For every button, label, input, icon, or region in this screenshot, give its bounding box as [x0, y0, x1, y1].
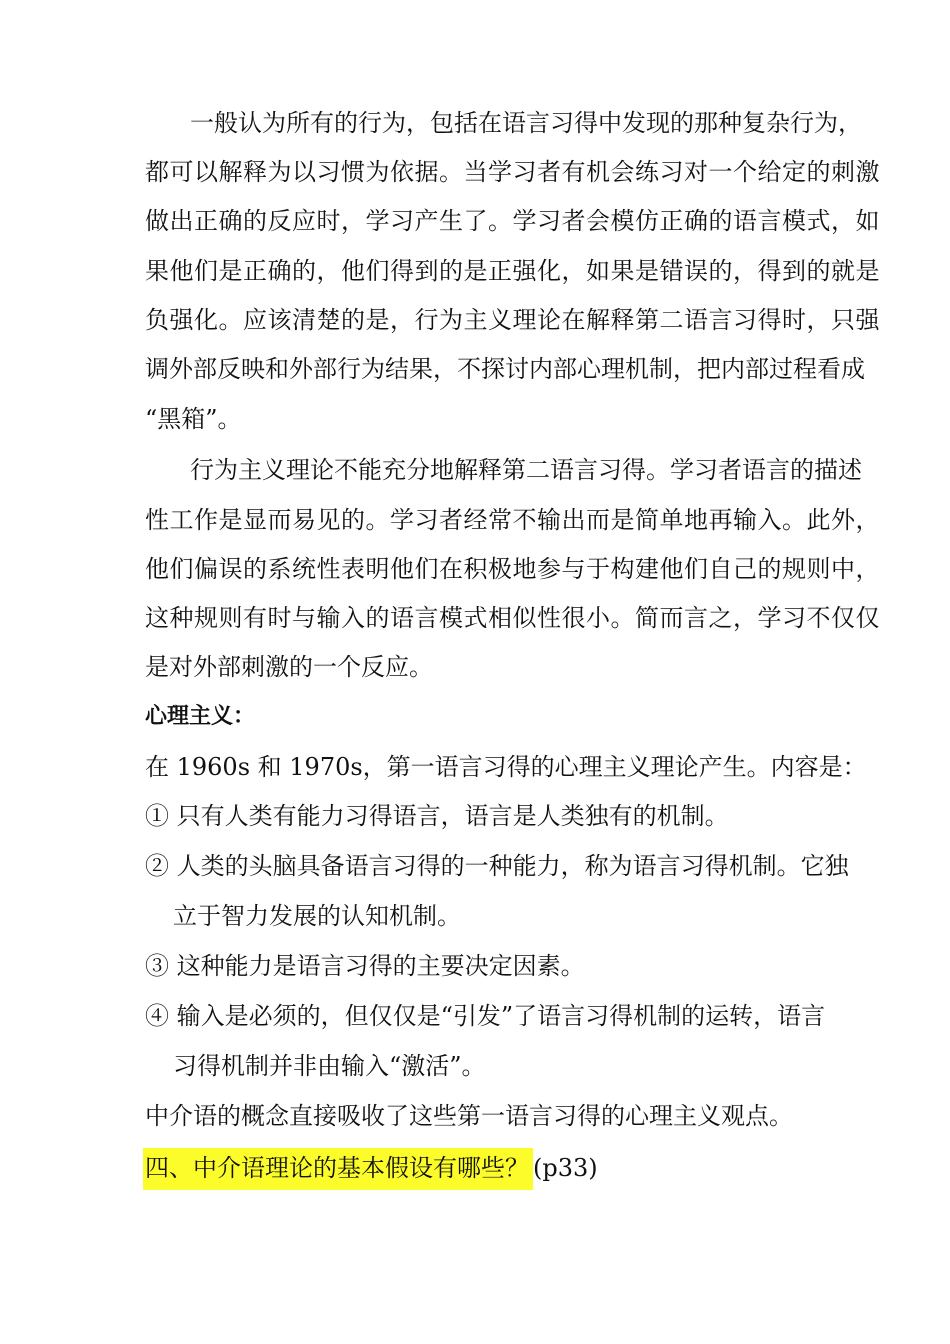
- paragraph2-line-5: 是对外部刺激的一个反应。: [145, 653, 433, 681]
- paragraph1-line-1: 一般认为所有的行为，包括在语言习得中发现的那种复杂行为，: [190, 109, 862, 137]
- paragraph2-line-4: 这种规则有时与输入的语言模式相似性很小。简而言之，学习不仅仅: [145, 604, 880, 632]
- list-marker: ②: [145, 852, 169, 880]
- section-intro: 在 1960s 和 1970s，第一语言习得的心理主义理论产生。内容是：: [145, 753, 867, 781]
- paragraph1-line-2: 都可以解释为以习惯为依据。当学习者有机会练习对一个给定的刺激: [145, 158, 880, 186]
- paragraph1-line-7: “黑箱”。: [145, 405, 242, 433]
- list-item-2-continuation: 立于智力发展的认知机制。: [173, 902, 461, 930]
- list-marker: ④: [145, 1002, 169, 1030]
- list-item-2: [145, 851, 849, 881]
- list-item-1: [145, 801, 729, 831]
- list-item-4: [145, 1001, 825, 1031]
- list-item-text: 人类的头脑具备语言习得的一种能力，称为语言习得机制。它独: [176, 852, 849, 880]
- list-item-text: 这种能力是语言习得的主要决定因素。: [176, 952, 585, 980]
- section-heading: 心理主义：: [145, 704, 256, 729]
- list-marker: ③: [145, 952, 169, 980]
- list-marker: ①: [145, 802, 169, 830]
- paragraph1-line-4: 果他们是正确的，他们得到的是正强化，如果是错误的，得到的就是: [145, 257, 880, 285]
- paragraph2-line-3: 他们偏误的系统性表明他们在积极地参与于构建他们自己的规则中，: [145, 555, 880, 583]
- section-conclusion: 中介语的概念直接吸收了这些第一语言习得的心理主义观点。: [145, 1102, 793, 1130]
- paragraph1-line-5: 负强化。应该清楚的是，行为主义理论在解释第二语言习得时，只强: [145, 306, 880, 334]
- paragraph1-line-3: 做出正确的反应时，学习产生了。学习者会模仿正确的语言模式，如: [145, 207, 880, 235]
- paragraph2-line-1: 行为主义理论不能充分地解释第二语言习得。学习者语言的描述: [190, 456, 862, 484]
- list-item-text: 输入是必须的，但仅仅是“引发”了语言习得机制的运转，语言: [176, 1002, 826, 1030]
- list-item-text: 只有人类有能力习得语言，语言是人类独有的机制。: [176, 802, 729, 830]
- paragraph2-line-2: 性工作是显而易见的。学习者经常不输出而是简单地再输入。此外，: [145, 506, 880, 534]
- page-reference: (p33): [533, 1154, 598, 1182]
- question-highlight: 四、中介语理论的基本假设有哪些？: [143, 1148, 533, 1190]
- paragraph1-line-6: 调外部反映和外部行为结果，不探讨内部心理机制，把内部过程看成: [145, 355, 865, 383]
- list-item-3: [145, 951, 585, 981]
- next-question: [145, 1153, 598, 1183]
- list-item-4-continuation: 习得机制并非由输入“激活”。: [173, 1052, 486, 1080]
